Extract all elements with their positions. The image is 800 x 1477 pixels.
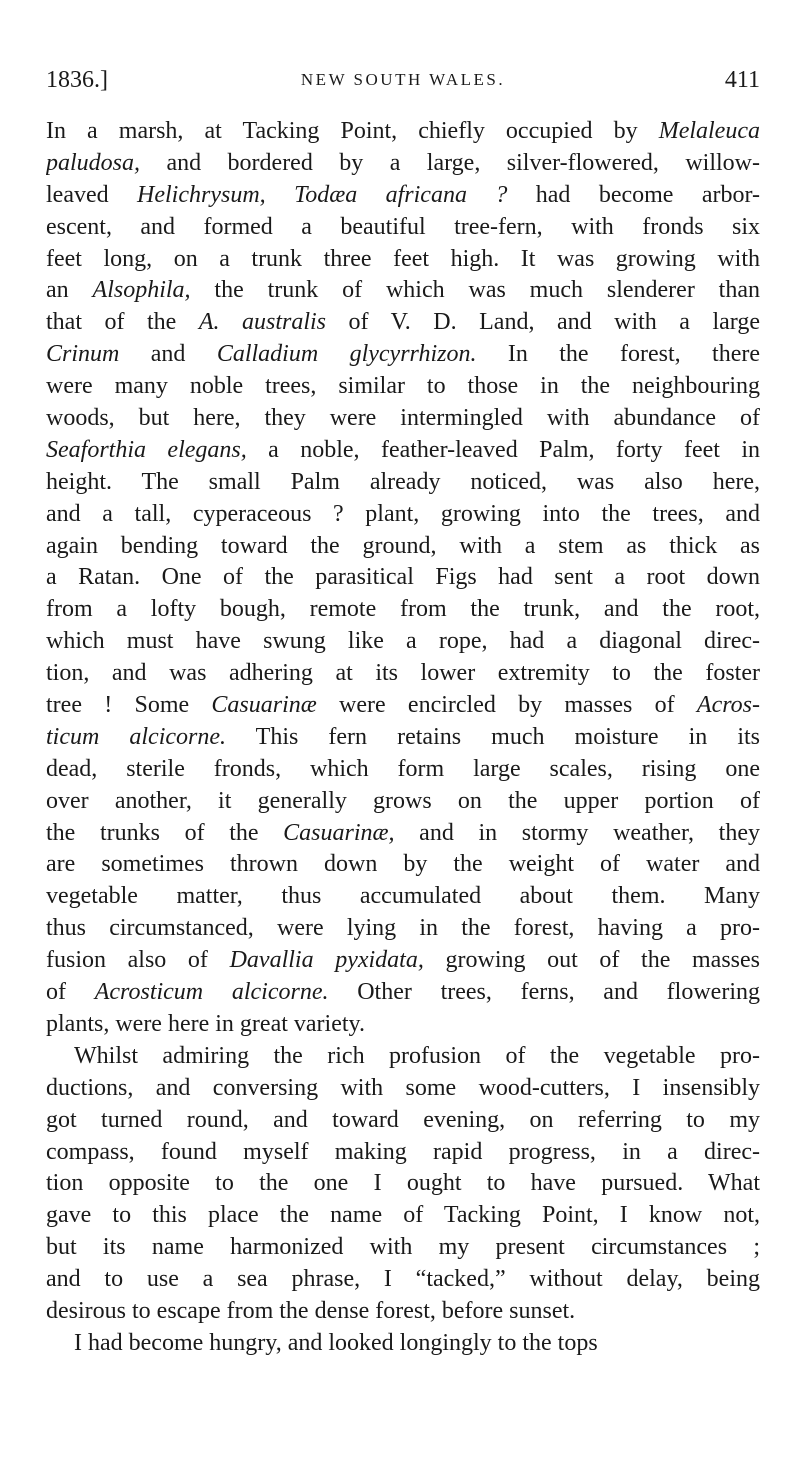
text-segment: feet long, on a trunk three feet high. It was growing with	[46, 245, 760, 272]
text-segment: This fern retains much moisture in its	[226, 723, 760, 750]
text-segment: tion, and was adhering at its lower extremity to the foster	[46, 660, 760, 687]
text-segment: thus circumstanced, were lying in the forest, having a pro-	[46, 915, 760, 942]
header-year: 1836.]	[46, 67, 108, 93]
text-line	[46, 881, 760, 913]
text-segment: the trunks of the	[46, 819, 284, 846]
text-segment: growing out of the masses	[423, 947, 760, 974]
text-segment: Whilst admiring the rich profusion of the vegetable pro-	[74, 1042, 760, 1069]
italic-segment: paludosa,	[46, 149, 141, 176]
text-line	[46, 1328, 760, 1360]
text-segment	[266, 182, 294, 208]
text-segment: plants, were here in great variety.	[46, 1010, 365, 1037]
text-segment: escent, and formed a beautiful tree-fern, with fronds six	[46, 213, 760, 240]
text-segment: and to use a sea phrase, I “tacked,” without delay, being	[46, 1266, 760, 1293]
text-line	[46, 244, 760, 276]
text-line	[46, 594, 760, 626]
text-line	[46, 818, 760, 850]
text-line	[46, 275, 760, 307]
text-segment: of	[46, 979, 95, 1006]
text-line	[46, 977, 760, 1009]
text-segment: dead, sterile fronds, which form large scales, rising one	[46, 755, 760, 782]
text-line	[46, 339, 760, 371]
header-running-title: NEW SOUTH WALES.	[300, 70, 506, 89]
text-segment: over another, it generally grows on the upper portion of	[46, 787, 760, 814]
text-segment: but its name harmonized with my present circumstances ;	[46, 1234, 760, 1261]
text-segment: and bordered by a large, silver-flowered, willow-	[140, 149, 760, 176]
running-header	[46, 62, 760, 98]
text-segment: got turned round, and toward evening, on referring to my	[46, 1106, 760, 1133]
text-segment: tree ! Some	[46, 692, 212, 719]
italic-segment: ticum alcicorne.	[46, 723, 227, 750]
italic-segment: Acros-	[696, 692, 760, 719]
text-line	[46, 722, 760, 754]
italic-segment: Todæa africana ?	[294, 181, 508, 208]
text-line	[46, 1232, 760, 1264]
text-segment: of V. D. Land, and with a large	[326, 309, 760, 336]
text-line	[46, 913, 760, 945]
text-line	[46, 562, 760, 594]
italic-segment: A. australis	[198, 309, 326, 336]
text-segment: are sometimes thrown down by the weight of water and	[46, 851, 760, 878]
text-segment: In the forest, there	[476, 341, 760, 368]
text-line	[46, 1073, 760, 1105]
text-line	[46, 403, 760, 435]
paragraph	[46, 116, 760, 1041]
text-line	[46, 1105, 760, 1137]
text-line	[46, 212, 760, 244]
italic-segment: Casuarinæ,	[283, 819, 395, 846]
text-line	[46, 945, 760, 977]
text-line	[46, 1296, 760, 1328]
italic-segment: Helichrysum,	[137, 181, 266, 208]
text-segment: a noble, feather-leaved Palm, forty feet in	[246, 436, 760, 463]
text-line	[46, 371, 760, 403]
italic-segment: Crinum	[46, 341, 120, 368]
text-line	[46, 1264, 760, 1296]
text-segment: again bending toward the ground, with a stem as thick as	[46, 532, 760, 559]
text-segment: that of the	[46, 309, 199, 336]
text-segment: tion opposite to the one I ought to have pursued. What	[46, 1170, 760, 1197]
italic-segment: Melaleuca	[658, 118, 760, 144]
text-segment: and	[119, 341, 217, 368]
text-segment: compass, found myself making rapid progress, in a direc-	[46, 1138, 760, 1165]
paragraph	[46, 1041, 760, 1328]
italic-segment: Davallia pyxidata,	[229, 947, 424, 974]
text-segment: woods, but here, they were intermingled with abundance of	[46, 405, 760, 432]
text-line	[46, 467, 760, 499]
book-page	[46, 62, 760, 1360]
text-segment: ductions, and conversing with some wood-cutters, I insensibly	[46, 1074, 760, 1101]
text-segment: were many noble trees, similar to those in the neighbouring	[46, 373, 760, 400]
text-line	[46, 307, 760, 339]
text-segment: had become arbor-	[507, 181, 760, 208]
text-line	[46, 148, 760, 180]
italic-segment: Acrosticum alcicorne.	[94, 979, 329, 1006]
italic-segment: Alsophila,	[92, 277, 191, 304]
text-segment: In a marsh, at Tacking Point, chiefly occupied by	[46, 118, 659, 144]
text-line	[46, 180, 760, 212]
text-line	[46, 1168, 760, 1200]
text-segment: desirous to escape from the dense forest, before sunset.	[46, 1297, 576, 1324]
text-segment: the trunk of which was much slenderer than	[190, 277, 760, 304]
text-segment: height. The small Palm already noticed, was also here,	[46, 468, 760, 495]
text-line	[46, 626, 760, 658]
text-segment: which must have swung like a rope, had a diagonal direc-	[46, 628, 760, 655]
text-line	[46, 1009, 760, 1041]
text-line	[46, 754, 760, 786]
text-segment: gave to this place the name of Tacking Point, I know not,	[46, 1202, 760, 1229]
text-line	[46, 1200, 760, 1232]
text-segment: Other trees, ferns, and flowering	[328, 979, 760, 1006]
text-line	[46, 690, 760, 722]
text-line	[46, 849, 760, 881]
text-segment: were encircled by masses of	[316, 692, 697, 719]
text-segment: an	[46, 277, 93, 304]
text-segment: fusion also of	[46, 947, 230, 974]
text-segment: a Ratan. One of the parasitical Figs had sent a root down	[46, 564, 760, 591]
text-line	[46, 116, 760, 148]
text-segment: I had become hungry, and looked longingly to the tops	[74, 1329, 598, 1356]
italic-segment: Calladium glycyrrhizon.	[216, 341, 477, 368]
text-line	[46, 435, 760, 467]
text-segment: and a tall, cyperaceous ? plant, growing into the trees, and	[46, 500, 760, 527]
italic-segment: Casuarinæ	[211, 692, 317, 719]
text-segment: and in stormy weather, they	[394, 819, 760, 846]
text-line	[46, 499, 760, 531]
text-line	[46, 658, 760, 690]
body-text	[46, 116, 760, 1360]
page-number: 411	[724, 67, 760, 93]
italic-segment: Seaforthia elegans,	[46, 436, 247, 463]
text-line	[46, 786, 760, 818]
text-segment: from a lofty bough, remote from the trunk, and the root,	[46, 596, 760, 623]
text-line	[46, 1041, 760, 1073]
text-line	[46, 1137, 760, 1169]
text-line	[46, 531, 760, 563]
paragraph	[46, 1328, 760, 1360]
text-segment: leaved	[46, 181, 138, 208]
text-segment: vegetable matter, thus accumulated about them. Many	[46, 883, 760, 910]
